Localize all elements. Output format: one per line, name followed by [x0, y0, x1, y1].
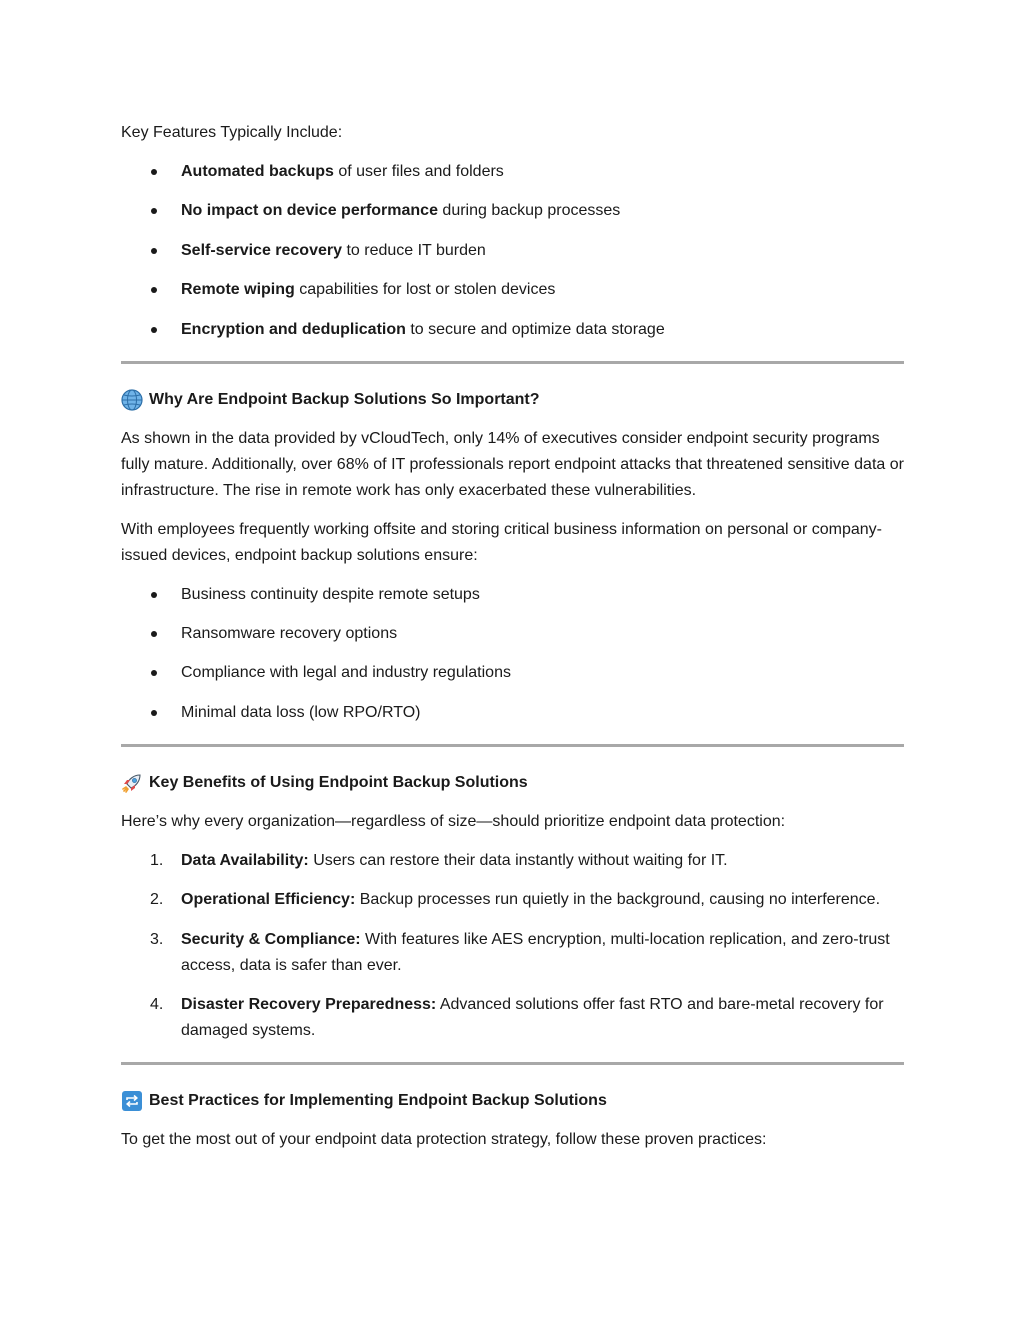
list-item: Compliance with legal and industry regulations	[121, 660, 905, 686]
section-divider	[121, 744, 904, 747]
benefit-text: Advanced solutions offer fast RTO and bare-metal recovery for damaged systems.	[181, 995, 884, 1039]
feature-text: to secure and optimize data storage	[405, 320, 665, 338]
feature-bold: No impact on device performance	[181, 202, 438, 220]
list-item	[121, 159, 905, 185]
feature-bold: Remote wiping	[181, 281, 295, 299]
benefit-bold: Operational Efficiency:	[181, 891, 356, 909]
benefits-intro: Here’s why every organization—regardless of size—should prioritize endpoint data protection:	[121, 812, 786, 830]
benefit-text: Users can restore their data instantly without waiting for IT.	[308, 851, 728, 869]
importance-paragraph-2: With employees frequently working offsite and storing critical business information on personal or company-issued devices, endpoint backup solutions ensure:	[121, 520, 882, 564]
importance-paragraph-1: As shown in the data provided by vCloudTech, only 14% of executives consider endpoint security programs fully mature. Additionally, over 68% of IT professionals report endpoint attacks that threatened sensitive data or infrastructure. The rise in remote work has only exacerbated these vulnerabilities.	[121, 429, 904, 499]
section-title: Key Benefits of Using Endpoint Backup Solutions	[149, 773, 528, 791]
section-title: Best Practices for Implementing Endpoint Backup Solutions	[149, 1091, 607, 1109]
list-number: 3.	[150, 930, 164, 948]
list-item: Business continuity despite remote setups	[121, 582, 905, 608]
features-intro: Key Features Typically Include:	[121, 124, 343, 141]
list-item	[121, 238, 905, 264]
section-divider	[121, 1062, 904, 1065]
importance-list	[121, 582, 905, 726]
list-item	[121, 198, 905, 224]
repeat-arrows-icon	[121, 1090, 143, 1112]
benefit-bold: Security & Compliance:	[181, 930, 361, 948]
features-list	[121, 159, 905, 343]
practices-intro: To get the most out of your endpoint data protection strategy, follow these proven practices:	[121, 1130, 767, 1148]
list-item	[121, 887, 905, 913]
list-item	[121, 848, 905, 874]
feature-text: of user files and folders	[333, 163, 504, 180]
section-heading-practices	[121, 1088, 905, 1114]
list-item: Ransomware recovery options	[121, 621, 905, 647]
list-number: 4.	[150, 995, 164, 1013]
feature-bold: Self-service recovery	[181, 241, 342, 259]
benefits-list	[121, 848, 905, 1044]
feature-text: to reduce IT burden	[342, 241, 486, 259]
list-number: 1.	[150, 851, 164, 869]
benefit-bold: Disaster Recovery Preparedness:	[181, 995, 437, 1013]
rocket-icon	[121, 772, 143, 794]
benefit-text: Backup processes run quietly in the background, causing no interference.	[355, 891, 881, 909]
benefit-bold: Data Availability:	[181, 851, 309, 869]
section-heading-benefits	[121, 770, 905, 796]
section-heading-importance	[121, 387, 905, 413]
list-item: Minimal data loss (low RPO/RTO)	[121, 700, 905, 726]
feature-bold: Automated backups	[181, 163, 334, 180]
feature-text: during backup processes	[437, 202, 621, 220]
section-title: Why Are Endpoint Backup Solutions So Important?	[149, 390, 540, 408]
list-item	[121, 277, 905, 303]
globe-icon	[121, 389, 143, 411]
feature-text: capabilities for lost or stolen devices	[294, 281, 556, 299]
list-item	[121, 927, 905, 979]
section-divider	[121, 361, 904, 364]
feature-bold: Encryption and deduplication	[181, 320, 406, 338]
document-content	[121, 120, 905, 1166]
list-number: 2.	[150, 891, 164, 909]
list-item	[121, 317, 905, 343]
benefit-text: With features like AES encryption, multi-location replication, and zero-trust access, data is safer than ever.	[181, 930, 890, 974]
list-item	[121, 992, 905, 1044]
